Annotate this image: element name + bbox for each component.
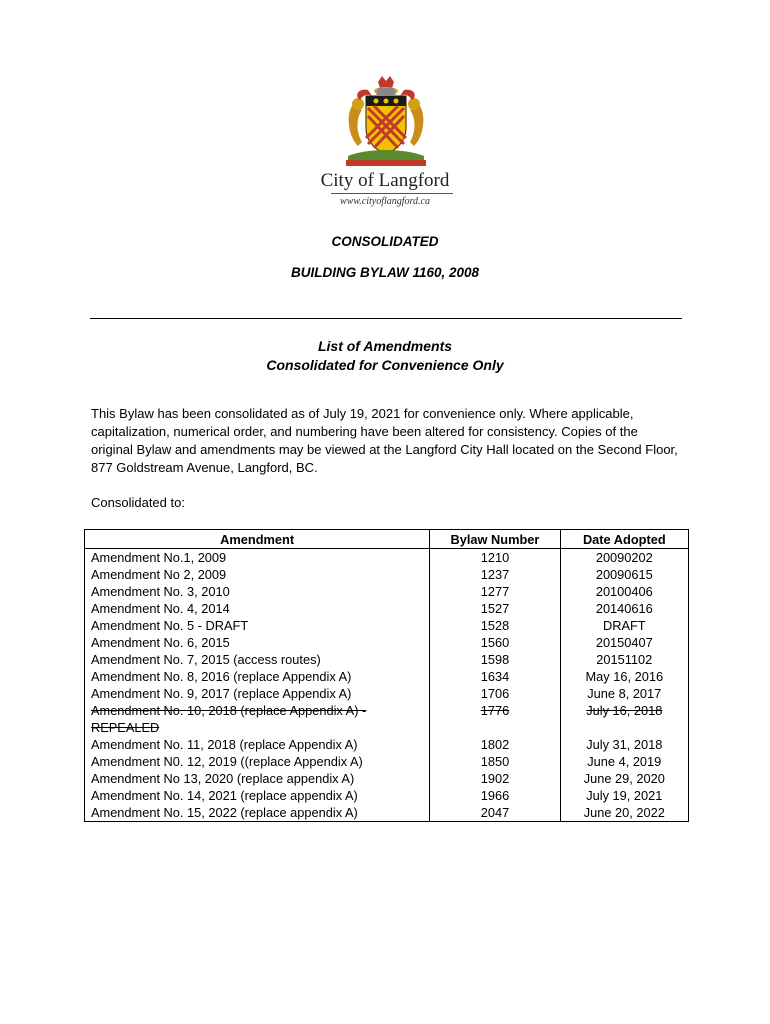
bylaw-number-cell: 1776 <box>430 702 560 736</box>
column-header-amendment: Amendment <box>85 530 430 549</box>
table-row <box>85 736 689 753</box>
table-row <box>85 685 689 702</box>
bylaw-number-cell: 1527 <box>430 600 560 617</box>
bylaw-number-cell: 1277 <box>430 583 560 600</box>
bylaw-number-cell: 1850 <box>430 753 560 770</box>
bylaw-number-cell: 2047 <box>430 804 560 822</box>
amendment-cell: Amendment No 13, 2020 (replace appendix A) <box>85 770 430 787</box>
amendments-table <box>84 529 689 822</box>
table-row <box>85 668 689 685</box>
date-adopted-cell: DRAFT <box>560 617 688 634</box>
date-adopted-cell: 20140616 <box>560 600 688 617</box>
bylaw-number-cell: 1706 <box>430 685 560 702</box>
table-row <box>85 566 689 583</box>
date-adopted-cell: June 4, 2019 <box>560 753 688 770</box>
bylaw-number-cell: 1966 <box>430 787 560 804</box>
table-row <box>85 583 689 600</box>
date-adopted-cell: June 29, 2020 <box>560 770 688 787</box>
table-row <box>85 600 689 617</box>
table-row <box>85 651 689 668</box>
table-row <box>85 549 689 567</box>
date-adopted-cell: July 16, 2018 <box>560 702 688 736</box>
city-url: www.cityoflangford.ca <box>340 196 430 207</box>
date-adopted-cell: 20090202 <box>560 549 688 567</box>
amendment-cell: Amendment No. 9, 2017 (replace Appendix A) <box>85 685 430 702</box>
amendments-heading: List of Amendments <box>317 338 453 354</box>
table-row-repealed <box>85 702 689 736</box>
amendment-cell: Amendment No. 14, 2021 (replace appendix A) <box>85 787 430 804</box>
amendment-cell: Amendment No. 4, 2014 <box>85 600 430 617</box>
date-adopted-cell: 20090615 <box>560 566 688 583</box>
amendment-cell: Amendment No. 6, 2015 <box>85 634 430 651</box>
date-adopted-cell: July 19, 2021 <box>560 787 688 804</box>
amendment-cell: Amendment No. 5 - DRAFT <box>85 617 430 634</box>
bylaw-number-cell: 1528 <box>430 617 560 634</box>
column-header-date-adopted: Date Adopted <box>560 530 688 549</box>
table-row <box>85 804 689 822</box>
coat-of-arms-logo <box>338 76 434 168</box>
amendment-cell: Amendment No. 10, 2018 (replace Appendix A) - REPEALED <box>85 702 430 736</box>
amendment-cell: Amendment No. 3, 2010 <box>85 583 430 600</box>
column-header-bylaw-number: Bylaw Number <box>430 530 560 549</box>
title-divider <box>90 318 682 319</box>
convenience-heading: Consolidated for Convenience Only <box>266 357 504 373</box>
intro-paragraph: This Bylaw has been consolidated as of July 19, 2021 for convenience only. Where applicable, capitalization, numerical order, and numbering have been altered for consistency. Copies of the original Bylaw and amendments may be viewed at the Langford City Hall located on the Second Floor, 877 Goldstream Avenue, Langford, BC. <box>91 406 678 475</box>
bylaw-number-cell: 1210 <box>430 549 560 567</box>
amendment-cell: Amendment No 2, 2009 <box>85 566 430 583</box>
bylaw-number-cell: 1634 <box>430 668 560 685</box>
table-row <box>85 770 689 787</box>
bylaw-number-cell: 1560 <box>430 634 560 651</box>
table-row <box>85 634 689 651</box>
date-adopted-cell: June 20, 2022 <box>560 804 688 822</box>
amendment-cell: Amendment No. 15, 2022 (replace appendix A) <box>85 804 430 822</box>
table-row <box>85 787 689 804</box>
city-name: City of Langford <box>320 170 450 191</box>
document-title: CONSOLIDATED <box>331 234 439 249</box>
amendment-cell: Amendment N0. 12, 2019 ((replace Appendix A) <box>85 753 430 770</box>
table-header-row <box>85 530 689 549</box>
document-subtitle: BUILDING BYLAW 1160, 2008 <box>290 265 480 280</box>
table-row <box>85 753 689 770</box>
date-adopted-cell: 20150407 <box>560 634 688 651</box>
bylaw-number-cell: 1237 <box>430 566 560 583</box>
date-adopted-cell: July 31, 2018 <box>560 736 688 753</box>
bylaw-number-cell: 1902 <box>430 770 560 787</box>
amendment-cell: Amendment No.1, 2009 <box>85 549 430 567</box>
consolidated-label: Consolidated to: <box>91 495 185 510</box>
table-row <box>85 617 689 634</box>
amendment-cell: Amendment No. 11, 2018 (replace Appendix A) <box>85 736 430 753</box>
date-adopted-cell: 20100406 <box>560 583 688 600</box>
bylaw-number-cell: 1598 <box>430 651 560 668</box>
date-adopted-cell: June 8, 2017 <box>560 685 688 702</box>
date-adopted-cell: May 16, 2016 <box>560 668 688 685</box>
amendment-cell: Amendment No. 8, 2016 (replace Appendix A) <box>85 668 430 685</box>
amendment-cell: Amendment No. 7, 2015 (access routes) <box>85 651 430 668</box>
city-divider <box>331 193 453 194</box>
bylaw-number-cell: 1802 <box>430 736 560 753</box>
date-adopted-cell: 20151102 <box>560 651 688 668</box>
